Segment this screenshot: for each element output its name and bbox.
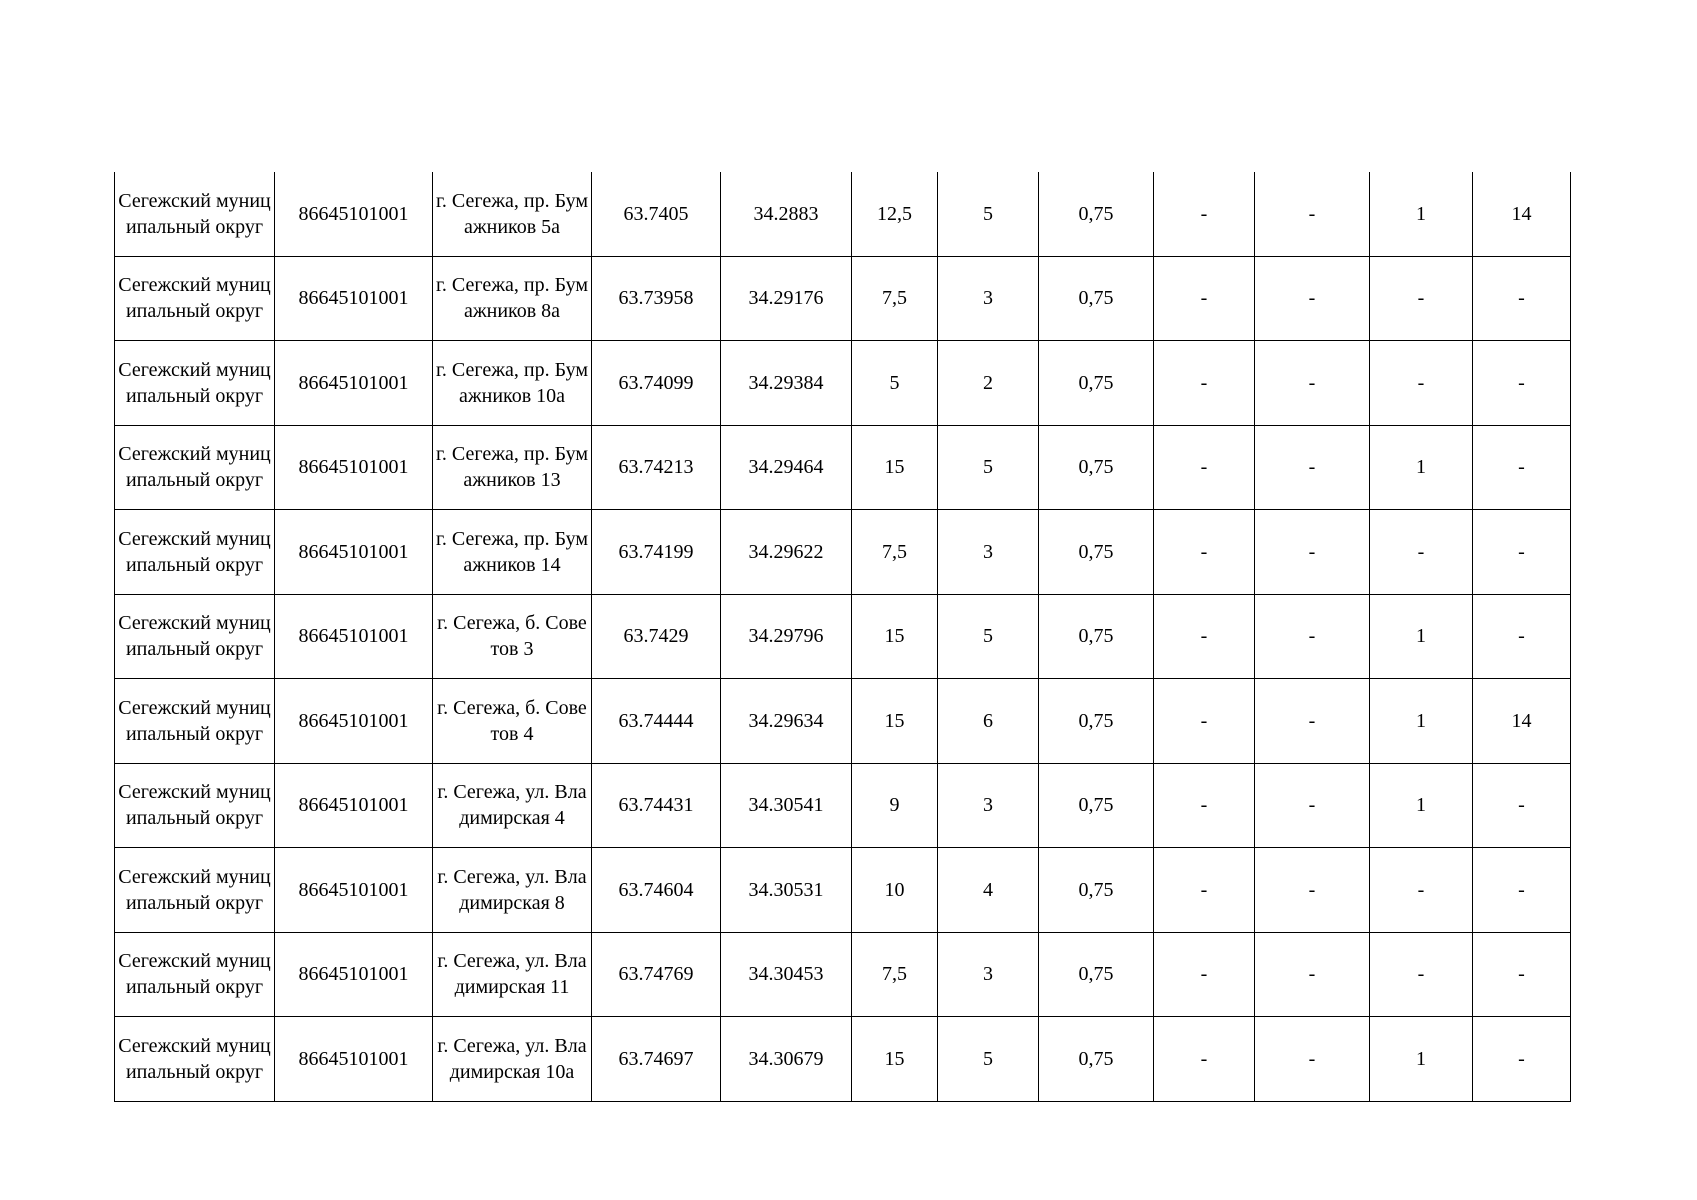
value-cell-7: 3 [938, 256, 1039, 341]
value-cell-9: - [1154, 510, 1255, 595]
value-cell-11: 1 [1370, 425, 1473, 510]
district-cell: Сегежский муниципальный округ [115, 172, 275, 256]
value-cell-6: 7,5 [852, 510, 938, 595]
value-cell-10: - [1255, 341, 1370, 426]
value-cell-7: 3 [938, 932, 1039, 1017]
value-cell-7: 5 [938, 1017, 1039, 1102]
longitude-cell: 34.30541 [721, 763, 852, 848]
value-cell-12: 14 [1473, 679, 1571, 764]
table-row [115, 848, 1571, 933]
value-cell-8: 0,75 [1039, 594, 1154, 679]
table-row [115, 341, 1571, 426]
oktmo-cell: 86645101001 [275, 848, 433, 933]
district-cell: Сегежский муниципальный округ [115, 341, 275, 426]
value-cell-10: - [1255, 848, 1370, 933]
value-cell-10: - [1255, 763, 1370, 848]
table-row [115, 763, 1571, 848]
latitude-cell: 63.74199 [592, 510, 721, 595]
address-cell: г. Сегежа, б. Советов 4 [433, 679, 592, 764]
address-cell: г. Сегежа, ул. Владимирская 4 [433, 763, 592, 848]
value-cell-7: 5 [938, 425, 1039, 510]
value-cell-12: - [1473, 932, 1571, 1017]
longitude-cell: 34.29634 [721, 679, 852, 764]
oktmo-cell: 86645101001 [275, 679, 433, 764]
table-row [115, 594, 1571, 679]
table-row [115, 425, 1571, 510]
longitude-cell: 34.30453 [721, 932, 852, 1017]
longitude-cell: 34.29622 [721, 510, 852, 595]
longitude-cell: 34.29464 [721, 425, 852, 510]
value-cell-7: 5 [938, 172, 1039, 256]
value-cell-8: 0,75 [1039, 510, 1154, 595]
address-cell: г. Сегежа, пр. Бумажников 5а [433, 172, 592, 256]
value-cell-6: 15 [852, 594, 938, 679]
value-cell-11: 1 [1370, 594, 1473, 679]
value-cell-12: 14 [1473, 172, 1571, 256]
value-cell-11: - [1370, 932, 1473, 1017]
oktmo-cell: 86645101001 [275, 256, 433, 341]
value-cell-8: 0,75 [1039, 256, 1154, 341]
value-cell-11: - [1370, 256, 1473, 341]
value-cell-12: - [1473, 848, 1571, 933]
value-cell-11: - [1370, 848, 1473, 933]
address-cell: г. Сегежа, б. Советов 3 [433, 594, 592, 679]
value-cell-6: 12,5 [852, 172, 938, 256]
oktmo-cell: 86645101001 [275, 172, 433, 256]
table-row [115, 172, 1571, 256]
value-cell-8: 0,75 [1039, 425, 1154, 510]
longitude-cell: 34.2883 [721, 172, 852, 256]
value-cell-10: - [1255, 172, 1370, 256]
district-cell: Сегежский муниципальный округ [115, 425, 275, 510]
table-row [115, 932, 1571, 1017]
longitude-cell: 34.30531 [721, 848, 852, 933]
value-cell-12: - [1473, 341, 1571, 426]
latitude-cell: 63.74099 [592, 341, 721, 426]
district-cell: Сегежский муниципальный округ [115, 510, 275, 595]
oktmo-cell: 86645101001 [275, 763, 433, 848]
value-cell-11: 1 [1370, 679, 1473, 764]
address-cell: г. Сегежа, пр. Бумажников 8а [433, 256, 592, 341]
value-cell-7: 6 [938, 679, 1039, 764]
value-cell-8: 0,75 [1039, 341, 1154, 426]
value-cell-10: - [1255, 510, 1370, 595]
value-cell-8: 0,75 [1039, 172, 1154, 256]
oktmo-cell: 86645101001 [275, 932, 433, 1017]
value-cell-9: - [1154, 1017, 1255, 1102]
oktmo-cell: 86645101001 [275, 594, 433, 679]
value-cell-11: 1 [1370, 172, 1473, 256]
value-cell-9: - [1154, 425, 1255, 510]
longitude-cell: 34.29176 [721, 256, 852, 341]
value-cell-12: - [1473, 256, 1571, 341]
value-cell-8: 0,75 [1039, 763, 1154, 848]
value-cell-11: - [1370, 510, 1473, 595]
value-cell-11: 1 [1370, 763, 1473, 848]
value-cell-12: - [1473, 425, 1571, 510]
oktmo-cell: 86645101001 [275, 510, 433, 595]
value-cell-11: - [1370, 341, 1473, 426]
district-cell: Сегежский муниципальный округ [115, 256, 275, 341]
value-cell-6: 9 [852, 763, 938, 848]
table-body [115, 172, 1571, 1101]
address-cell: г. Сегежа, пр. Бумажников 10а [433, 341, 592, 426]
value-cell-12: - [1473, 763, 1571, 848]
value-cell-7: 5 [938, 594, 1039, 679]
value-cell-9: - [1154, 679, 1255, 764]
latitude-cell: 63.74604 [592, 848, 721, 933]
waste-sites-table [114, 172, 1571, 1102]
value-cell-10: - [1255, 679, 1370, 764]
table-row [115, 679, 1571, 764]
value-cell-12: - [1473, 594, 1571, 679]
value-cell-8: 0,75 [1039, 932, 1154, 1017]
value-cell-9: - [1154, 341, 1255, 426]
latitude-cell: 63.7405 [592, 172, 721, 256]
value-cell-10: - [1255, 256, 1370, 341]
address-cell: г. Сегежа, ул. Владимирская 11 [433, 932, 592, 1017]
value-cell-9: - [1154, 763, 1255, 848]
value-cell-8: 0,75 [1039, 1017, 1154, 1102]
value-cell-8: 0,75 [1039, 679, 1154, 764]
value-cell-10: - [1255, 425, 1370, 510]
latitude-cell: 63.74213 [592, 425, 721, 510]
longitude-cell: 34.30679 [721, 1017, 852, 1102]
value-cell-6: 10 [852, 848, 938, 933]
value-cell-9: - [1154, 848, 1255, 933]
value-cell-10: - [1255, 594, 1370, 679]
table-row [115, 1017, 1571, 1102]
oktmo-cell: 86645101001 [275, 341, 433, 426]
longitude-cell: 34.29384 [721, 341, 852, 426]
value-cell-6: 15 [852, 679, 938, 764]
value-cell-9: - [1154, 172, 1255, 256]
value-cell-7: 4 [938, 848, 1039, 933]
value-cell-6: 15 [852, 425, 938, 510]
table-row [115, 256, 1571, 341]
latitude-cell: 63.74444 [592, 679, 721, 764]
latitude-cell: 63.74697 [592, 1017, 721, 1102]
district-cell: Сегежский муниципальный округ [115, 932, 275, 1017]
address-cell: г. Сегежа, ул. Владимирская 10а [433, 1017, 592, 1102]
address-cell: г. Сегежа, пр. Бумажников 14 [433, 510, 592, 595]
oktmo-cell: 86645101001 [275, 425, 433, 510]
value-cell-9: - [1154, 932, 1255, 1017]
value-cell-7: 2 [938, 341, 1039, 426]
value-cell-7: 3 [938, 763, 1039, 848]
district-cell: Сегежский муниципальный округ [115, 594, 275, 679]
address-cell: г. Сегежа, пр. Бумажников 13 [433, 425, 592, 510]
latitude-cell: 63.74769 [592, 932, 721, 1017]
value-cell-10: - [1255, 932, 1370, 1017]
value-cell-11: 1 [1370, 1017, 1473, 1102]
district-cell: Сегежский муниципальный округ [115, 848, 275, 933]
value-cell-10: - [1255, 1017, 1370, 1102]
value-cell-6: 15 [852, 1017, 938, 1102]
latitude-cell: 63.7429 [592, 594, 721, 679]
table-row [115, 510, 1571, 595]
value-cell-8: 0,75 [1039, 848, 1154, 933]
address-cell: г. Сегежа, ул. Владимирская 8 [433, 848, 592, 933]
latitude-cell: 63.73958 [592, 256, 721, 341]
latitude-cell: 63.74431 [592, 763, 721, 848]
value-cell-9: - [1154, 256, 1255, 341]
value-cell-6: 5 [852, 341, 938, 426]
oktmo-cell: 86645101001 [275, 1017, 433, 1102]
value-cell-12: - [1473, 510, 1571, 595]
district-cell: Сегежский муниципальный округ [115, 1017, 275, 1102]
value-cell-6: 7,5 [852, 256, 938, 341]
value-cell-9: - [1154, 594, 1255, 679]
district-cell: Сегежский муниципальный округ [115, 763, 275, 848]
value-cell-6: 7,5 [852, 932, 938, 1017]
value-cell-12: - [1473, 1017, 1571, 1102]
longitude-cell: 34.29796 [721, 594, 852, 679]
value-cell-7: 3 [938, 510, 1039, 595]
district-cell: Сегежский муниципальный округ [115, 679, 275, 764]
